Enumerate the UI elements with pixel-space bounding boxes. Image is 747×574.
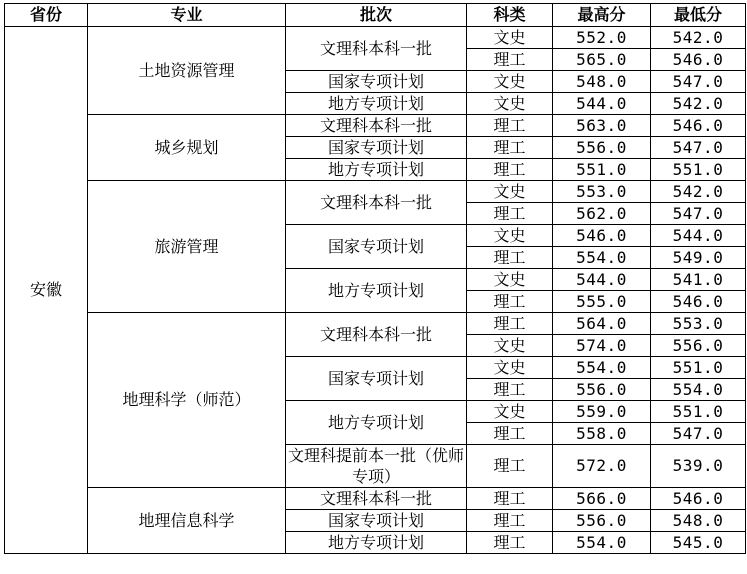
subject-cell: 理工 [467,379,553,401]
subject-cell: 文史 [467,357,553,379]
batch-cell: 国家专项计划 [286,225,467,269]
batch-cell: 地方专项计划 [286,532,467,554]
table-row [5,27,746,49]
max-score-cell: 554.0 [553,357,651,379]
table-body [5,27,746,554]
batch-cell: 国家专项计划 [286,357,467,401]
max-score-cell: 556.0 [553,510,651,532]
max-score-cell: 548.0 [553,71,651,93]
batch-cell: 文理科本科一批 [286,115,467,137]
max-score-cell: 556.0 [553,137,651,159]
subject-cell: 理工 [467,49,553,71]
min-score-cell: 545.0 [651,532,746,554]
min-score-cell: 542.0 [651,181,746,203]
min-score-cell: 551.0 [651,159,746,181]
major-cell: 土地资源管理 [88,27,286,115]
subject-cell: 文史 [467,225,553,247]
max-score-cell: 546.0 [553,225,651,247]
max-score-cell: 559.0 [553,401,651,423]
score-table [4,3,746,554]
min-score-cell: 546.0 [651,291,746,313]
max-score-cell: 544.0 [553,269,651,291]
table-row [5,115,746,137]
province-cell: 安徽 [5,27,88,554]
subject-cell: 文史 [467,93,553,115]
min-score-cell: 539.0 [651,445,746,488]
table-row [5,313,746,335]
max-score-cell: 562.0 [553,203,651,225]
major-cell: 旅游管理 [88,181,286,313]
max-score-cell: 566.0 [553,488,651,510]
max-score-cell: 563.0 [553,115,651,137]
min-score-cell: 547.0 [651,71,746,93]
subject-cell: 理工 [467,115,553,137]
max-score-cell: 551.0 [553,159,651,181]
subject-cell: 理工 [467,137,553,159]
subject-cell: 理工 [467,159,553,181]
batch-cell: 文理科本科一批 [286,313,467,357]
table-row [5,488,746,510]
min-score-cell: 542.0 [651,27,746,49]
subject-cell: 理工 [467,510,553,532]
batch-cell: 地方专项计划 [286,159,467,181]
table-header-row [5,4,746,27]
min-score-cell: 551.0 [651,401,746,423]
subject-cell: 理工 [467,423,553,445]
max-score-cell: 574.0 [553,335,651,357]
subject-cell: 文史 [467,269,553,291]
max-score-cell: 553.0 [553,181,651,203]
min-score-cell: 547.0 [651,137,746,159]
min-score-cell: 547.0 [651,423,746,445]
min-score-cell: 549.0 [651,247,746,269]
batch-cell: 文理科本科一批 [286,27,467,71]
max-score-cell: 544.0 [553,93,651,115]
header-max-score: 最高分 [553,4,651,27]
header-subject: 科类 [467,4,553,27]
batch-cell: 国家专项计划 [286,510,467,532]
max-score-cell: 572.0 [553,445,651,488]
min-score-cell: 554.0 [651,379,746,401]
subject-cell: 文史 [467,401,553,423]
header-province: 省份 [5,4,88,27]
min-score-cell: 541.0 [651,269,746,291]
min-score-cell: 542.0 [651,93,746,115]
batch-cell: 地方专项计划 [286,269,467,313]
max-score-cell: 556.0 [553,379,651,401]
min-score-cell: 547.0 [651,203,746,225]
min-score-cell: 544.0 [651,225,746,247]
max-score-cell: 554.0 [553,247,651,269]
min-score-cell: 556.0 [651,335,746,357]
min-score-cell: 551.0 [651,357,746,379]
batch-cell: 文理科本科一批 [286,488,467,510]
subject-cell: 文史 [467,335,553,357]
max-score-cell: 555.0 [553,291,651,313]
subject-cell: 文史 [467,27,553,49]
major-cell: 地理信息科学 [88,488,286,554]
major-cell: 地理科学（师范） [88,313,286,488]
batch-cell: 国家专项计划 [286,137,467,159]
min-score-cell: 546.0 [651,115,746,137]
batch-cell: 文理科提前本一批（优师专项） [286,445,467,488]
subject-cell: 理工 [467,313,553,335]
min-score-cell: 548.0 [651,510,746,532]
max-score-cell: 552.0 [553,27,651,49]
batch-cell: 地方专项计划 [286,401,467,445]
subject-cell: 理工 [467,532,553,554]
major-cell: 城乡规划 [88,115,286,181]
batch-cell: 地方专项计划 [286,93,467,115]
batch-cell: 文理科本科一批 [286,181,467,225]
max-score-cell: 565.0 [553,49,651,71]
subject-cell: 理工 [467,488,553,510]
min-score-cell: 553.0 [651,313,746,335]
min-score-cell: 546.0 [651,49,746,71]
subject-cell: 理工 [467,203,553,225]
max-score-cell: 554.0 [553,532,651,554]
subject-cell: 文史 [467,71,553,93]
batch-cell: 国家专项计划 [286,71,467,93]
max-score-cell: 564.0 [553,313,651,335]
subject-cell: 文史 [467,181,553,203]
header-major: 专业 [88,4,286,27]
subject-cell: 理工 [467,247,553,269]
subject-cell: 理工 [467,445,553,488]
subject-cell: 理工 [467,291,553,313]
header-min-score: 最低分 [651,4,746,27]
header-batch: 批次 [286,4,467,27]
table-row [5,181,746,203]
min-score-cell: 546.0 [651,488,746,510]
max-score-cell: 558.0 [553,423,651,445]
